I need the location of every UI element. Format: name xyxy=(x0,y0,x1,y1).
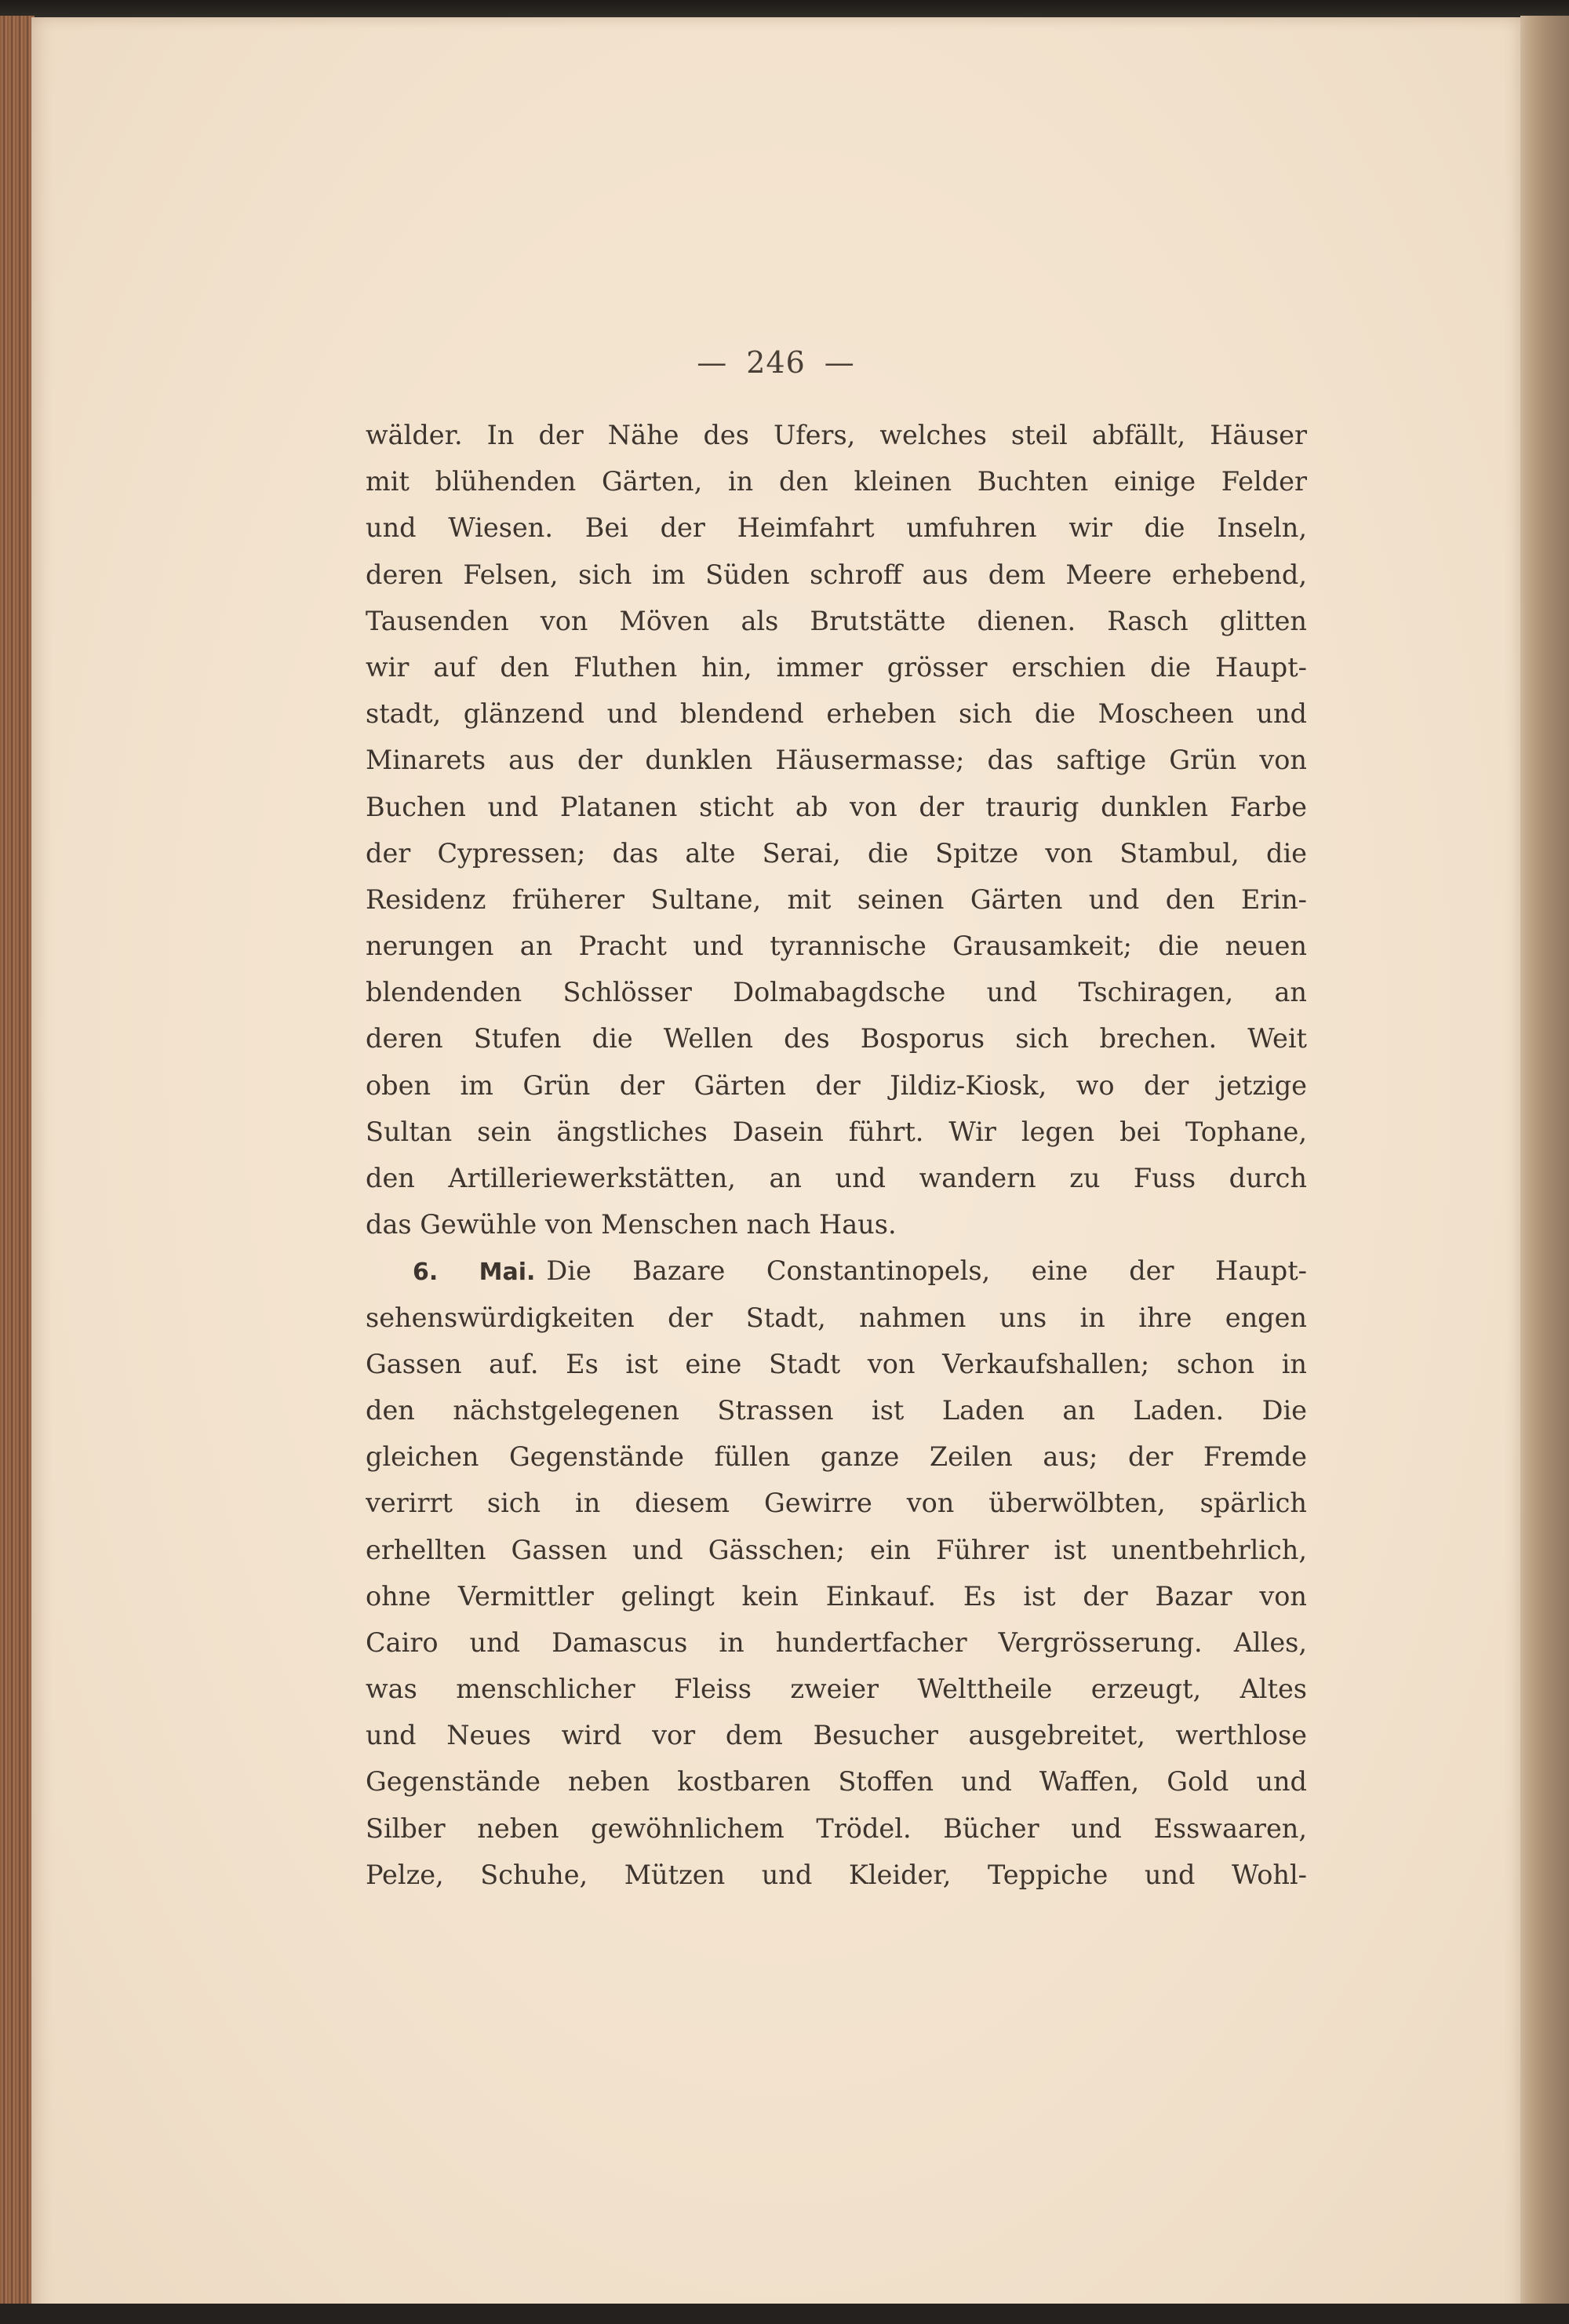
text-line: Residenz früherer Sultane, mit seinen Gärten und den Erin- xyxy=(366,883,1307,915)
text-line: Buchen und Platanen sticht ab von der traurig dunklen Farbe xyxy=(366,791,1307,822)
text-line: verirrt sich in diesem Gewirre von überwölbten, spärlich xyxy=(366,1488,1307,1519)
text-line: blendenden Schlösser Dolmabagdsche und Tschiragen, an xyxy=(366,977,1307,1008)
text-line: Pelze, Schuhe, Mützen und Kleider, Teppiche und Wohl- xyxy=(366,1859,1307,1890)
text-line: gleichen Gegenstände füllen ganze Zeilen aus; der Fremde xyxy=(366,1441,1307,1473)
text-line: den nächstgelegenen Strassen ist Laden an Laden. Die xyxy=(366,1394,1307,1426)
text-line: stadt, glänzend und blendend erheben sich die Moscheen und xyxy=(366,698,1307,730)
scan-bottom-edge xyxy=(0,2304,1569,2324)
text-line: das Gewühle von Menschen nach Haus. xyxy=(366,1209,897,1240)
text-line: Tausenden von Möven als Brutstätte dienen. Rasch glitten xyxy=(366,605,1307,636)
paragraph-1 xyxy=(366,412,1307,1248)
text-line: sehenswürdigkeiten der Stadt, nahmen uns in ihre engen xyxy=(366,1302,1307,1333)
page-stack-edge xyxy=(0,16,35,2324)
page-header xyxy=(31,345,1520,380)
page-number: 246 xyxy=(746,345,806,380)
text-line: Silber neben gewöhnlichem Trödel. Bücher und Esswaaren, xyxy=(366,1812,1307,1844)
text-line: wälder. In der Nähe des Ufers, welches steil abfällt, Häuser xyxy=(366,420,1307,450)
text-line: den Artilleriewerkstätten, an und wandern zu Fuss durch xyxy=(366,1163,1307,1193)
text-line: oben im Grün der Gärten der Jildiz-Kiosk, wo der jetzige xyxy=(366,1069,1307,1101)
text-line: deren Stufen die Wellen des Bosporus sich brechen. Weit xyxy=(366,1023,1307,1055)
date-label: 6. Mai. xyxy=(413,1259,536,1287)
text-line: nerungen an Pracht und tyrannische Grausamkeit; die neuen xyxy=(366,931,1307,962)
text-line: der Cypressen; das alte Serai, die Spitze von Stambul, die xyxy=(366,837,1307,869)
text-line: wir auf den Fluthen hin, immer grösser erschien die Haupt- xyxy=(366,651,1307,683)
text-line: Gegenstände neben kostbaren Stoffen und Waffen, Gold und xyxy=(366,1766,1307,1798)
text-line-first xyxy=(366,1248,1307,1294)
text-line: und Wiesen. Bei der Heimfahrt umfuhren wir die Inseln, xyxy=(366,512,1307,544)
text-line: ohne Vermittler gelingt kein Einkauf. Es ist der Bazar von xyxy=(366,1580,1307,1612)
first-line-text: Die Bazare Constantinopels, eine der Haupt- xyxy=(546,1255,1307,1287)
text-line: Minarets aus der dunklen Häusermasse; das saftige Grün von xyxy=(366,745,1307,776)
text-line: und Neues wird vor dem Besucher ausgebreitet, werthlose xyxy=(366,1720,1307,1751)
text-line: Sultan sein ängstliches Dasein führt. Wir legen bei Tophane, xyxy=(366,1116,1307,1147)
book-cover-edge xyxy=(1520,16,1569,2324)
text-line: was menschlicher Fleiss zweier Welttheile erzeugt, Altes xyxy=(366,1674,1307,1705)
header-dash-right: — xyxy=(824,345,855,380)
book-page xyxy=(31,17,1520,2324)
text-line: erhellten Gassen und Gässchen; ein Führer ist unentbehrlich, xyxy=(366,1534,1307,1565)
header-dash-left: — xyxy=(697,345,728,380)
text-line: Cairo und Damascus in hundertfacher Vergrösserung. Alles, xyxy=(366,1626,1307,1658)
paragraph-2 xyxy=(366,1248,1307,1898)
text-line: deren Felsen, sich im Süden schroff aus dem Meere erhebend, xyxy=(366,559,1307,590)
text-line: Gassen auf. Es ist eine Stadt von Verkaufshallen; schon in xyxy=(366,1348,1307,1379)
text-line: mit blühenden Gärten, in den kleinen Buchten einige Felder xyxy=(366,466,1307,497)
body-text xyxy=(366,412,1307,1898)
